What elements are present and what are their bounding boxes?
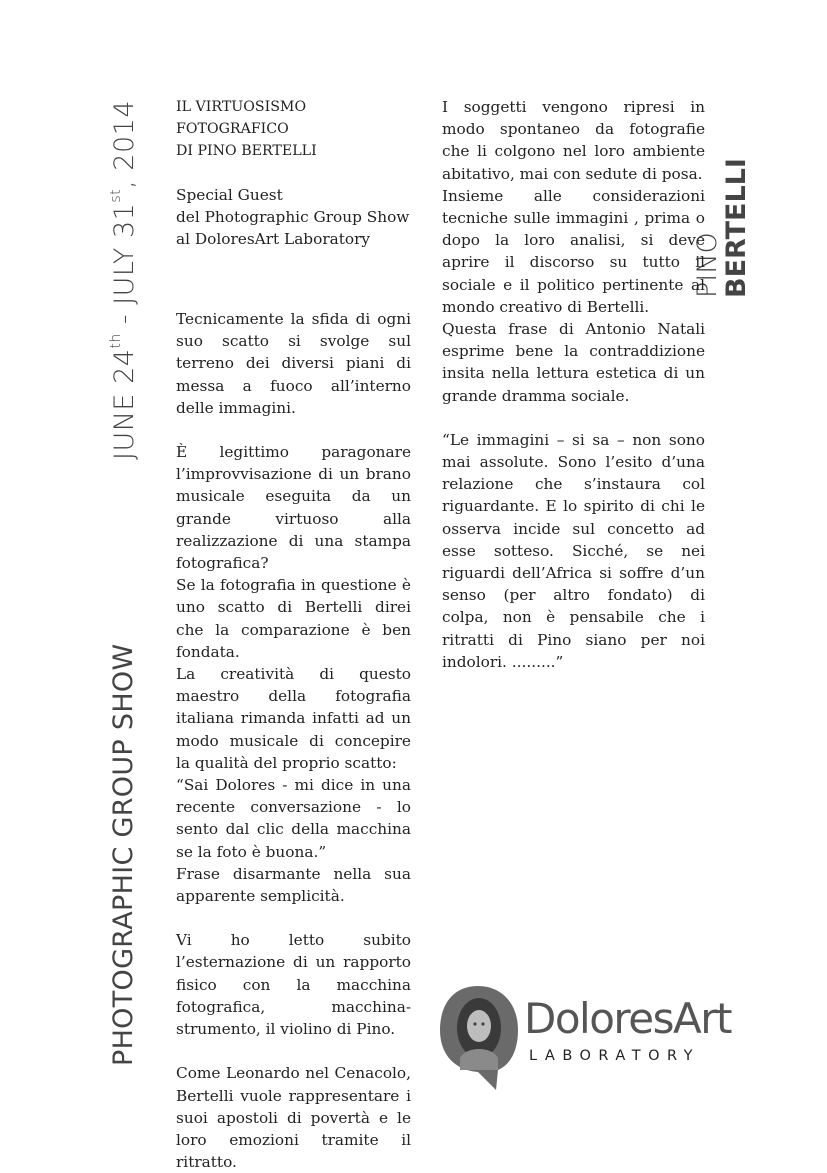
text-column-left <box>176 96 411 1173</box>
artist-first-name: PINO <box>692 232 723 298</box>
logo-subtitle: LABORATORY <box>529 1048 700 1064</box>
article-heading: IL VIRTUOSISMO FOTOGRAFICO DI PINO BERTELLI <box>176 99 317 159</box>
paragraph: Questa frase di Antonio Natali esprime bene la contraddizione insita nella lettura estetica di un grande dramma sociale. <box>442 320 705 405</box>
artist-last-name: BERTELLI <box>721 158 752 298</box>
paragraph: Insieme alle considerazioni tecniche sulle immagini , prima o dopo la loro analisi, si deve aprire il discorso su tutto il sociale e il politico pertinente al mondo creativo di Bertelli. <box>442 186 705 316</box>
paragraph: I soggetti vengono ripresi in modo spontaneo da fotografie che li colgono nel loro ambiente abitativo, mai con sedute di posa. <box>442 98 705 183</box>
quote: “Sai Dolores - mi dice in una recente conversazione - lo sento dal clic della macchina se la foto è buona.” <box>176 776 411 861</box>
paragraph: Frase disarmante nella sua apparente semplicità. <box>176 864 411 906</box>
paragraph: Se la fotografia in questione è uno scatto di Bertelli direi che la comparazione è ben fondata. <box>176 576 411 661</box>
doloresart-logo <box>438 980 748 1090</box>
logo-title: DoloresArt <box>524 994 731 1043</box>
paragraph: Vi ho letto subito l’esternazione di un rapporto fisico con la macchina fotografica, macchina-strumento, il violino di Pino. <box>176 931 411 1039</box>
paragraph: Tecnicamente la sfida di ogni suo scatto si svolge sul terreno dei diversi piani di messa a fuoco all’interno delle immagini. <box>176 310 411 417</box>
exhibition-dates: JUNE 24th - JULY 31st, 2014 <box>108 99 140 460</box>
special-guest-note: Special Guest del Photographic Group Show al DoloresArt Laboratory <box>176 186 410 248</box>
portrait-badge-icon <box>438 984 520 1090</box>
paragraph: La creatività di questo maestro della fotografia italiana rimanda infatti ad un modo musicale di concepire la qualità del proprio scatto: <box>176 665 411 772</box>
paragraph: Come Leonardo nel Cenacolo, Bertelli vuole rappresentare i suoi apostoli di povertà e le loro emozioni tramite il ritratto. <box>176 1064 411 1172</box>
text-column-right <box>442 96 705 673</box>
show-title: PHOTOGRAPHIC GROUP SHOW <box>108 643 139 1066</box>
paragraph: È legittimo paragonare l’improvvisazione di un brano musicale eseguita da un grande virtuoso alla realizzazione di una stampa fotografica? <box>176 443 411 573</box>
quote: “Le immagini – si sa – non sono mai assolute. Sono l’esito d’una relazione che s’instaura col riguardante. E lo spirito di chi le osserva incide sul concetto ad esse sotteso. Sicché, se nei riguardi dell’Africa si soffre d’un senso (per altro fondato) di colpa, non è pensabile che i ritratti di Pino siano per noi indolori. .........” <box>442 430 705 671</box>
